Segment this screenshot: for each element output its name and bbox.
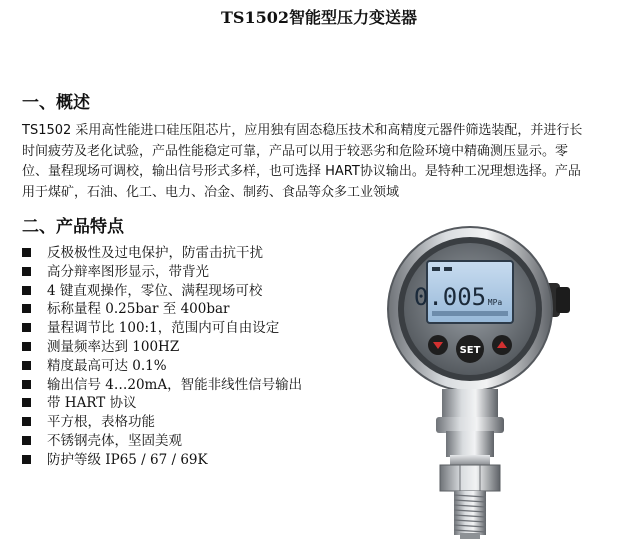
bullet-icon: [22, 304, 31, 313]
bullet-icon: [22, 248, 31, 257]
feature-item: [22, 394, 302, 413]
feature-item: [22, 300, 302, 319]
feature-text: 高分辩率图形显示，带背光: [47, 263, 209, 280]
feature-text: 输出信号 4…20mA，智能非线性信号输出: [47, 376, 303, 393]
feature-item: [22, 282, 302, 301]
transmitter-neck: [436, 389, 504, 465]
feature-text: 反极极性及过电保护，防雷击抗干扰: [47, 245, 263, 261]
overview-paragraph: TS1502 采用高性能进口硅压阻芯片，应用独有固态稳压技术和高精度元器件筛选装配，并进行长时间疲劳及老化试验，产品性能稳定可靠，产品可以用于较恶劣和危险环境中精确测压显示。零位、量程现场可调校，输出信号形式多样，也可选择 HART协议输出。是特种工况理想选择。产品用于煤矿，石油、化工、电力、冶金、制药、食品等众多工业领域: [22, 123, 583, 200]
up-button[interactable]: [492, 335, 512, 355]
feature-item: [22, 338, 302, 357]
bullet-icon: [22, 398, 31, 407]
feature-text: 带 HART 协议: [47, 395, 137, 412]
feature-item: [22, 432, 302, 451]
bullet-icon: [22, 286, 31, 295]
feature-item: [22, 357, 302, 376]
bullet-icon: [22, 417, 31, 426]
page-title: TS1502智能型压力变送器: [221, 8, 417, 27]
section-heading-features: 二、产品特点: [22, 217, 124, 237]
feature-text: 平方根，表格功能: [47, 414, 155, 431]
feature-text: 4 键直观操作，零位、满程现场可校: [47, 282, 263, 299]
set-button[interactable]: [456, 335, 484, 363]
hex-nut: [440, 465, 500, 491]
feature-item: [22, 413, 302, 432]
feature-item: [22, 376, 302, 395]
feature-item: [22, 263, 302, 282]
feature-text: 不锈钢壳体，坚固美观: [47, 432, 182, 449]
bullet-icon: [22, 455, 31, 464]
bullet-icon: [22, 436, 31, 445]
pressure-transmitter-image: [380, 225, 580, 541]
threaded-connector: [454, 491, 486, 539]
bullet-icon: [22, 361, 31, 370]
feature-text: 精度最高可达 0.1%: [47, 357, 167, 374]
section-heading-overview: 一、概述: [22, 93, 90, 113]
feature-item: [22, 451, 302, 470]
set-button-label: SET: [459, 345, 481, 356]
bullet-icon: [22, 267, 31, 276]
bullet-icon: [22, 342, 31, 351]
bullet-icon: [22, 323, 31, 332]
feature-text: 标称量程 0.25bar 至 400bar: [47, 301, 230, 318]
lcd-value: 0.005: [413, 283, 487, 311]
feature-list: [22, 244, 302, 470]
feature-text: 量程调节比 100:1，范围内可自由设定: [47, 320, 280, 337]
lcd-unit: MPa: [487, 298, 503, 307]
feature-item: [22, 244, 302, 263]
feature-text: 测量频率达到 100HZ: [47, 338, 180, 355]
feature-text: 防护等级 IP65 / 67 / 69K: [47, 451, 208, 468]
down-button[interactable]: [428, 335, 448, 355]
feature-item: [22, 319, 302, 338]
bullet-icon: [22, 380, 31, 389]
